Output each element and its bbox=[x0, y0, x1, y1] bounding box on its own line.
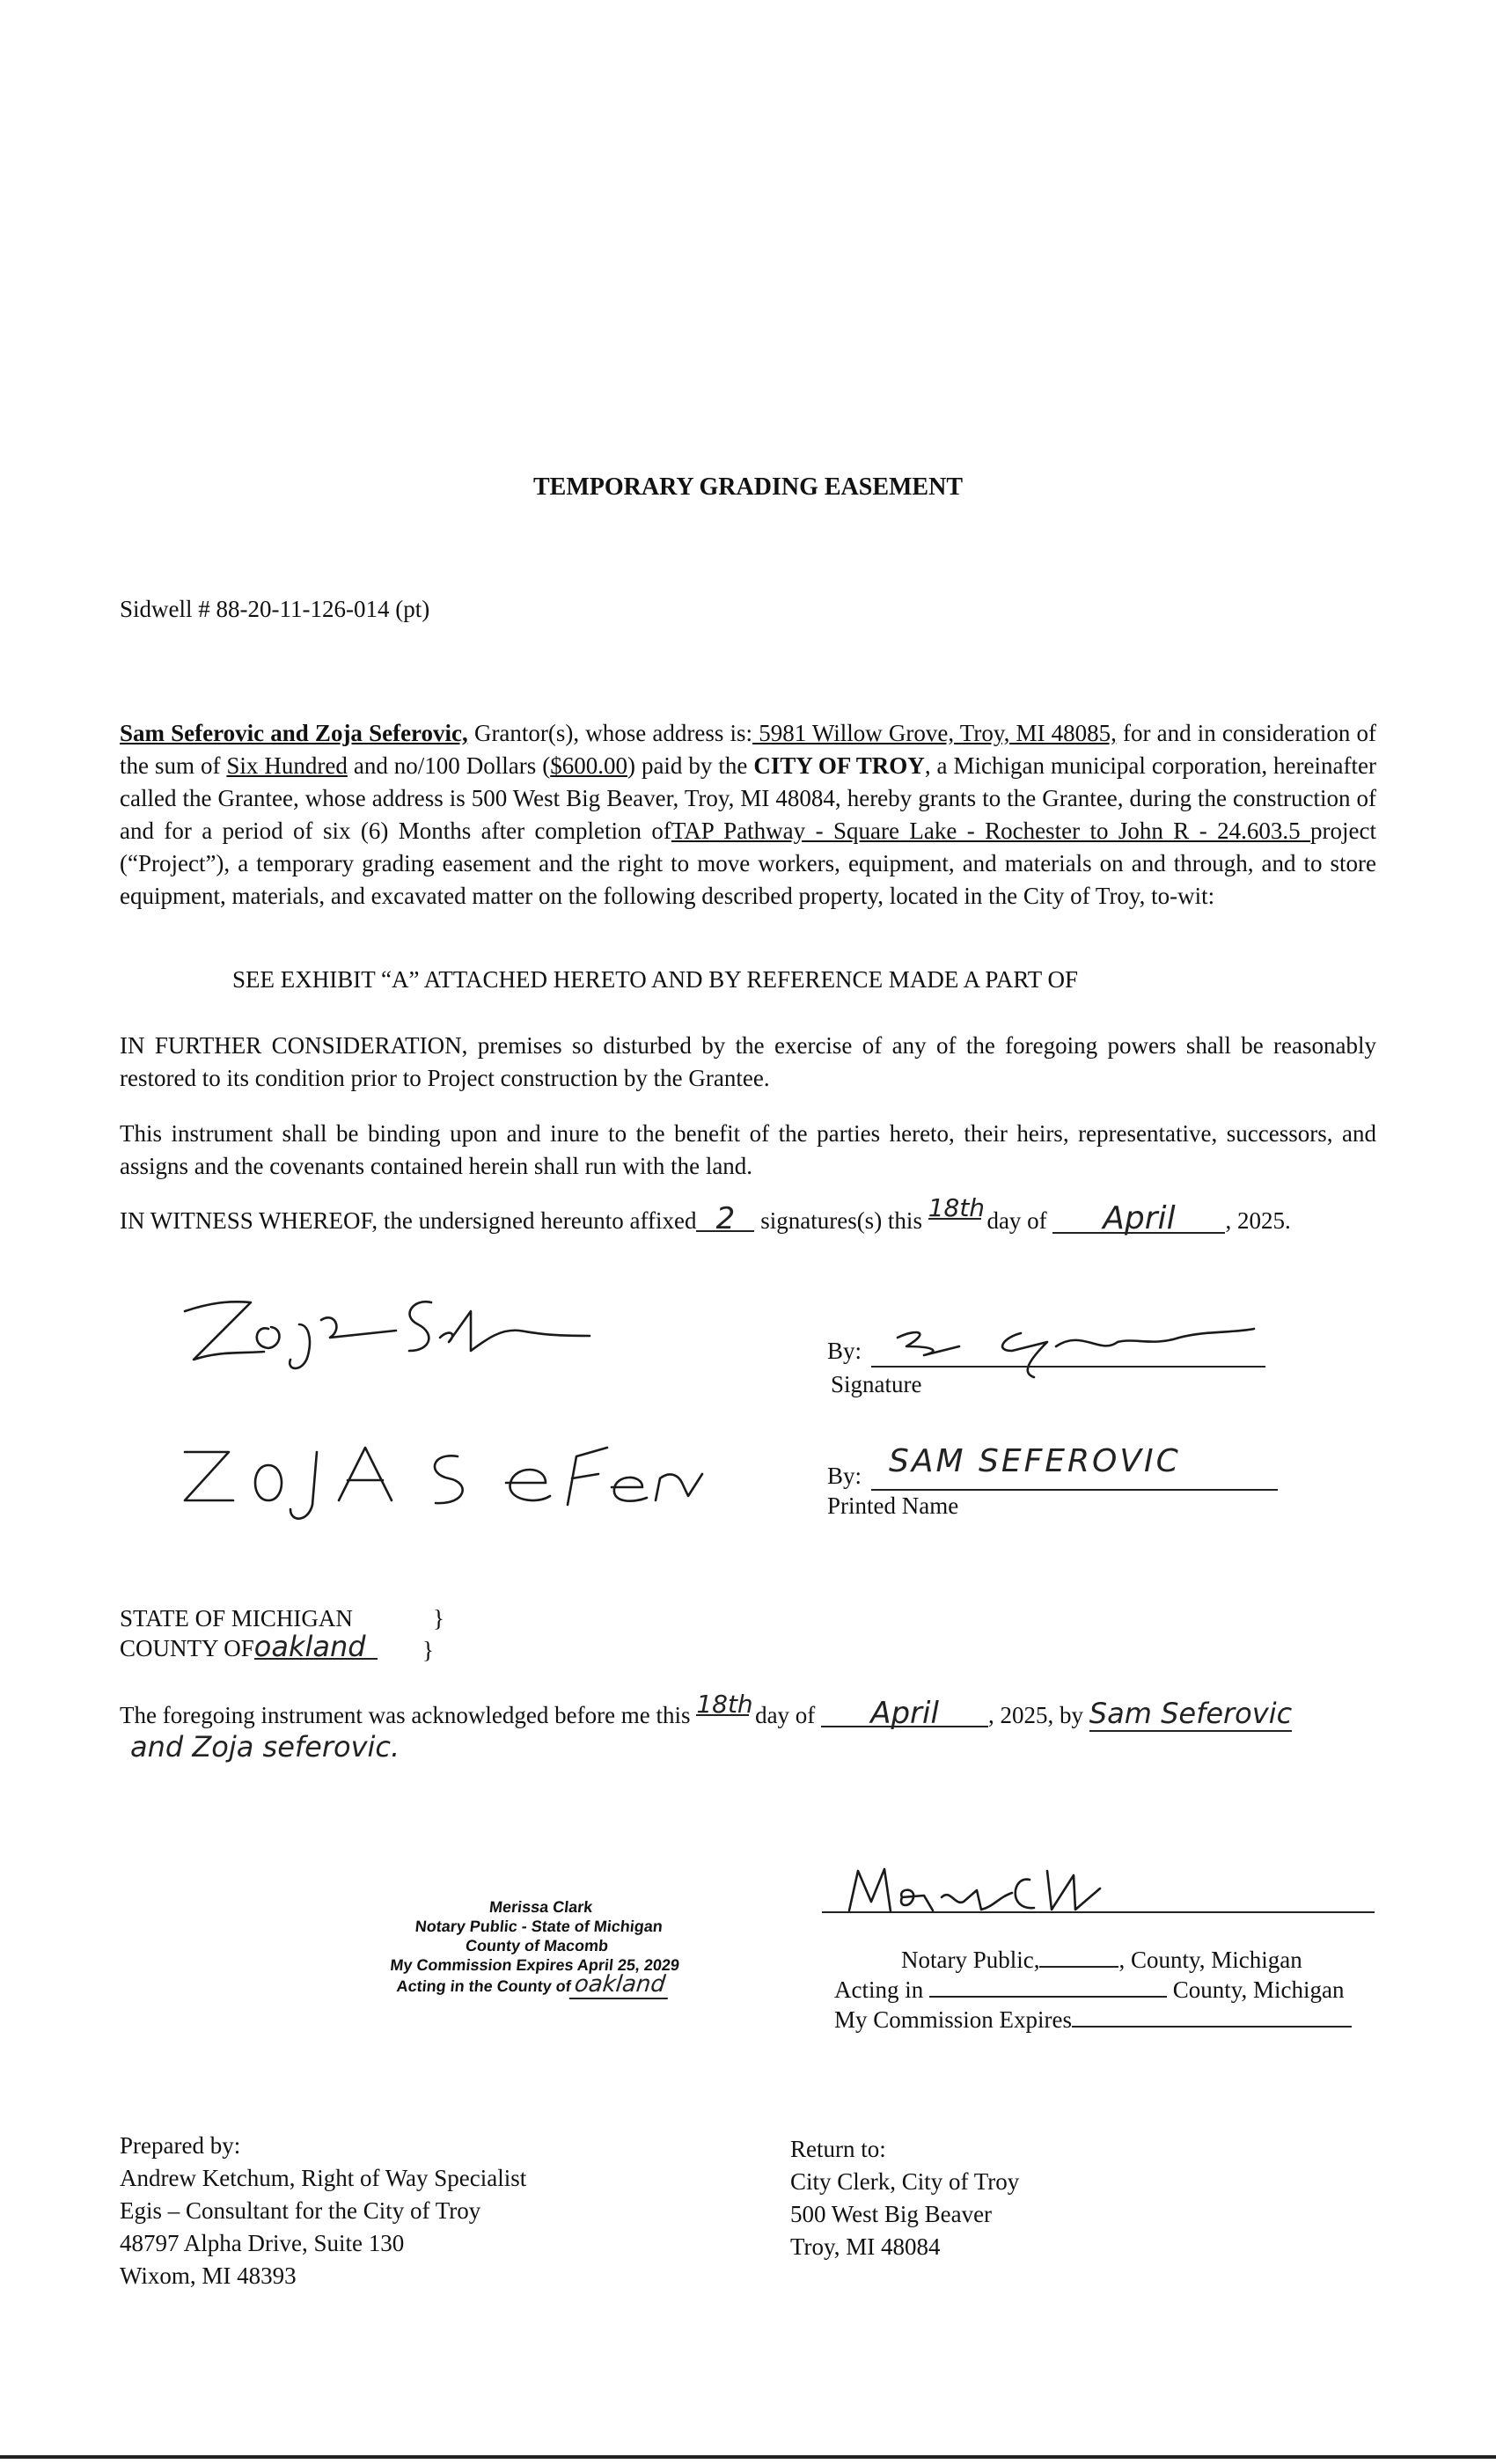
sidwell-number: Sidwell # 88-20-11-126-014 (pt) bbox=[120, 596, 430, 622]
text: The foregoing instrument was acknowledged before me this bbox=[120, 1702, 697, 1728]
project-name: TAP Pathway - Square Lake - Rochester to John R - 24.603.5 bbox=[671, 818, 1311, 844]
printed-name-value: SAM SEFEROVIC bbox=[889, 1443, 1181, 1479]
text: My Commission Expires bbox=[834, 2006, 1073, 2033]
text: Notary Public, bbox=[901, 1947, 1040, 1973]
stamp-county: County of Macomb bbox=[465, 1937, 610, 1954]
prepared-by-line: Andrew Ketchum, Right of Way Specialist bbox=[120, 2165, 527, 2191]
witness-line bbox=[120, 1193, 1291, 1236]
by-label-1: By: bbox=[827, 1338, 862, 1364]
text: IN WITNESS WHEREOF, the undersigned hereunto affixed bbox=[120, 1207, 697, 1234]
printed-name-line bbox=[871, 1489, 1278, 1491]
page-bottom-edge bbox=[0, 2455, 1496, 2459]
text: County, Michigan bbox=[1167, 1976, 1345, 2003]
stamp-title: Notary Public - State of Michigan bbox=[414, 1918, 664, 1935]
county-value: oakland bbox=[254, 1635, 378, 1660]
text: day of bbox=[980, 1207, 1053, 1234]
printed-name-label: Printed Name bbox=[827, 1492, 959, 1519]
stamp-name: Merissa Clark bbox=[488, 1898, 594, 1916]
prepared-by-line: Wixom, MI 48393 bbox=[120, 2262, 297, 2289]
stamp-acting bbox=[347, 1971, 719, 1998]
grantor-address: 5981 Willow Grove, Troy, MI 48085, bbox=[752, 720, 1117, 746]
text: Acting in bbox=[834, 1976, 929, 2003]
sam-signature bbox=[880, 1311, 1267, 1382]
return-to-block bbox=[790, 2133, 1019, 2263]
notary-county-blank bbox=[1039, 1966, 1118, 1968]
exhibit-line: SEE EXHIBIT “A” ATTACHED HERETO AND BY REFERENCE MADE A PART OF bbox=[232, 966, 1079, 993]
text: , 2025. bbox=[1225, 1207, 1291, 1234]
text: Acting in the County of bbox=[395, 1977, 572, 1995]
grantor-names: Sam Seferovic and Zoja Seferovic, bbox=[120, 720, 468, 746]
commission-expires-blank bbox=[1072, 2026, 1352, 2028]
county-line bbox=[120, 1630, 378, 1663]
return-to-line: 500 West Big Beaver bbox=[790, 2201, 993, 2227]
acting-in-line bbox=[834, 1976, 1345, 2004]
text: COUNTY OF bbox=[120, 1635, 254, 1661]
by-label-2: By: bbox=[827, 1463, 862, 1489]
return-to-line: City Clerk, City of Troy bbox=[790, 2168, 1020, 2195]
witness-day: 18th bbox=[928, 1193, 986, 1222]
state-brace: } bbox=[433, 1605, 444, 1632]
notary-signature bbox=[836, 1853, 1135, 1924]
acknowledgment-line bbox=[120, 1690, 1293, 1731]
text: , a Michigan municipal corporation, hereinafter called the Grantee, whose address is 500 West Big Beaver, Troy, MI 48084, hereby grants to the Grantee, during the construction of and for a period of six (6) Months after completion of bbox=[120, 752, 1376, 844]
further-consideration: IN FURTHER CONSIDERATION, premises so disturbed by the exercise of any of the foregoing powers shall be reasonably restored to its condition prior to Project construction by the Grantee. bbox=[120, 1032, 1376, 1091]
prepared-by-line: Egis – Consultant for the City of Troy bbox=[120, 2197, 481, 2224]
signature-label: Signature bbox=[831, 1371, 922, 1397]
text: , County, Michigan bbox=[1118, 1947, 1302, 1973]
text: for and in consideration of the sum of bbox=[120, 720, 1377, 779]
prepared-by-line: 48797 Alpha Drive, Suite 130 bbox=[120, 2230, 405, 2256]
notary-signature-line bbox=[822, 1911, 1375, 1913]
return-to-line: Troy, MI 48084 bbox=[790, 2233, 941, 2260]
witness-month: April bbox=[1052, 1206, 1225, 1234]
signature-line bbox=[871, 1366, 1265, 1368]
page-title: TEMPORARY GRADING EASEMENT bbox=[532, 473, 963, 501]
text: project (“Project”), a temporary grading easement and the right to move workers, equipment, and materials on and through, and to store equipment, materials, and excavated matter on the following described property, located in the City of Troy, to-wit: bbox=[120, 818, 1376, 909]
ack-month: April bbox=[821, 1701, 988, 1727]
return-to-heading: Return to: bbox=[790, 2136, 886, 2162]
notary-public-line bbox=[901, 1947, 1302, 1974]
text: , 2025, by bbox=[988, 1702, 1089, 1728]
ack-day: 18th bbox=[696, 1690, 753, 1719]
county-brace: } bbox=[422, 1637, 434, 1663]
commission-expires-line bbox=[834, 2006, 1352, 2034]
acting-county-blank bbox=[929, 1996, 1167, 1998]
stamp-expires: My Commission Expires April 25, 2029 bbox=[389, 1956, 681, 1974]
notary-stamp bbox=[347, 1897, 727, 1996]
prepared-by-block bbox=[120, 2130, 526, 2292]
stamp-acting-county: oakland bbox=[569, 1971, 670, 1999]
state-line: STATE OF MICHIGAN bbox=[120, 1605, 353, 1632]
zoja-signature bbox=[167, 1276, 625, 1373]
text: day of bbox=[749, 1702, 822, 1728]
ack-name-2: and Zoja seferovic. bbox=[130, 1730, 400, 1764]
text: Grantor(s), whose address is: bbox=[467, 720, 753, 746]
grant-paragraph bbox=[120, 717, 1376, 913]
ack-name-1: Sam Seferovic bbox=[1089, 1697, 1293, 1730]
signature-count: 2 bbox=[696, 1207, 754, 1232]
prepared-by-heading: Prepared by: bbox=[120, 2132, 241, 2159]
text: and no/100 Dollars ( bbox=[347, 752, 551, 779]
sum-number: $600.00 bbox=[550, 752, 627, 779]
grantee-name: CITY OF TROY bbox=[753, 752, 925, 779]
binding-clause: This instrument shall be binding upon and inure to the benefit of the parties hereto, their heirs, representative, successors, and assigns and the covenants contained herein shall run with the land. bbox=[120, 1120, 1376, 1179]
zoja-printed-signature bbox=[167, 1417, 713, 1522]
sum-words: Six Hundred bbox=[226, 752, 348, 779]
text: ) paid by the bbox=[627, 752, 754, 779]
text: signatures(s) this bbox=[754, 1207, 928, 1234]
